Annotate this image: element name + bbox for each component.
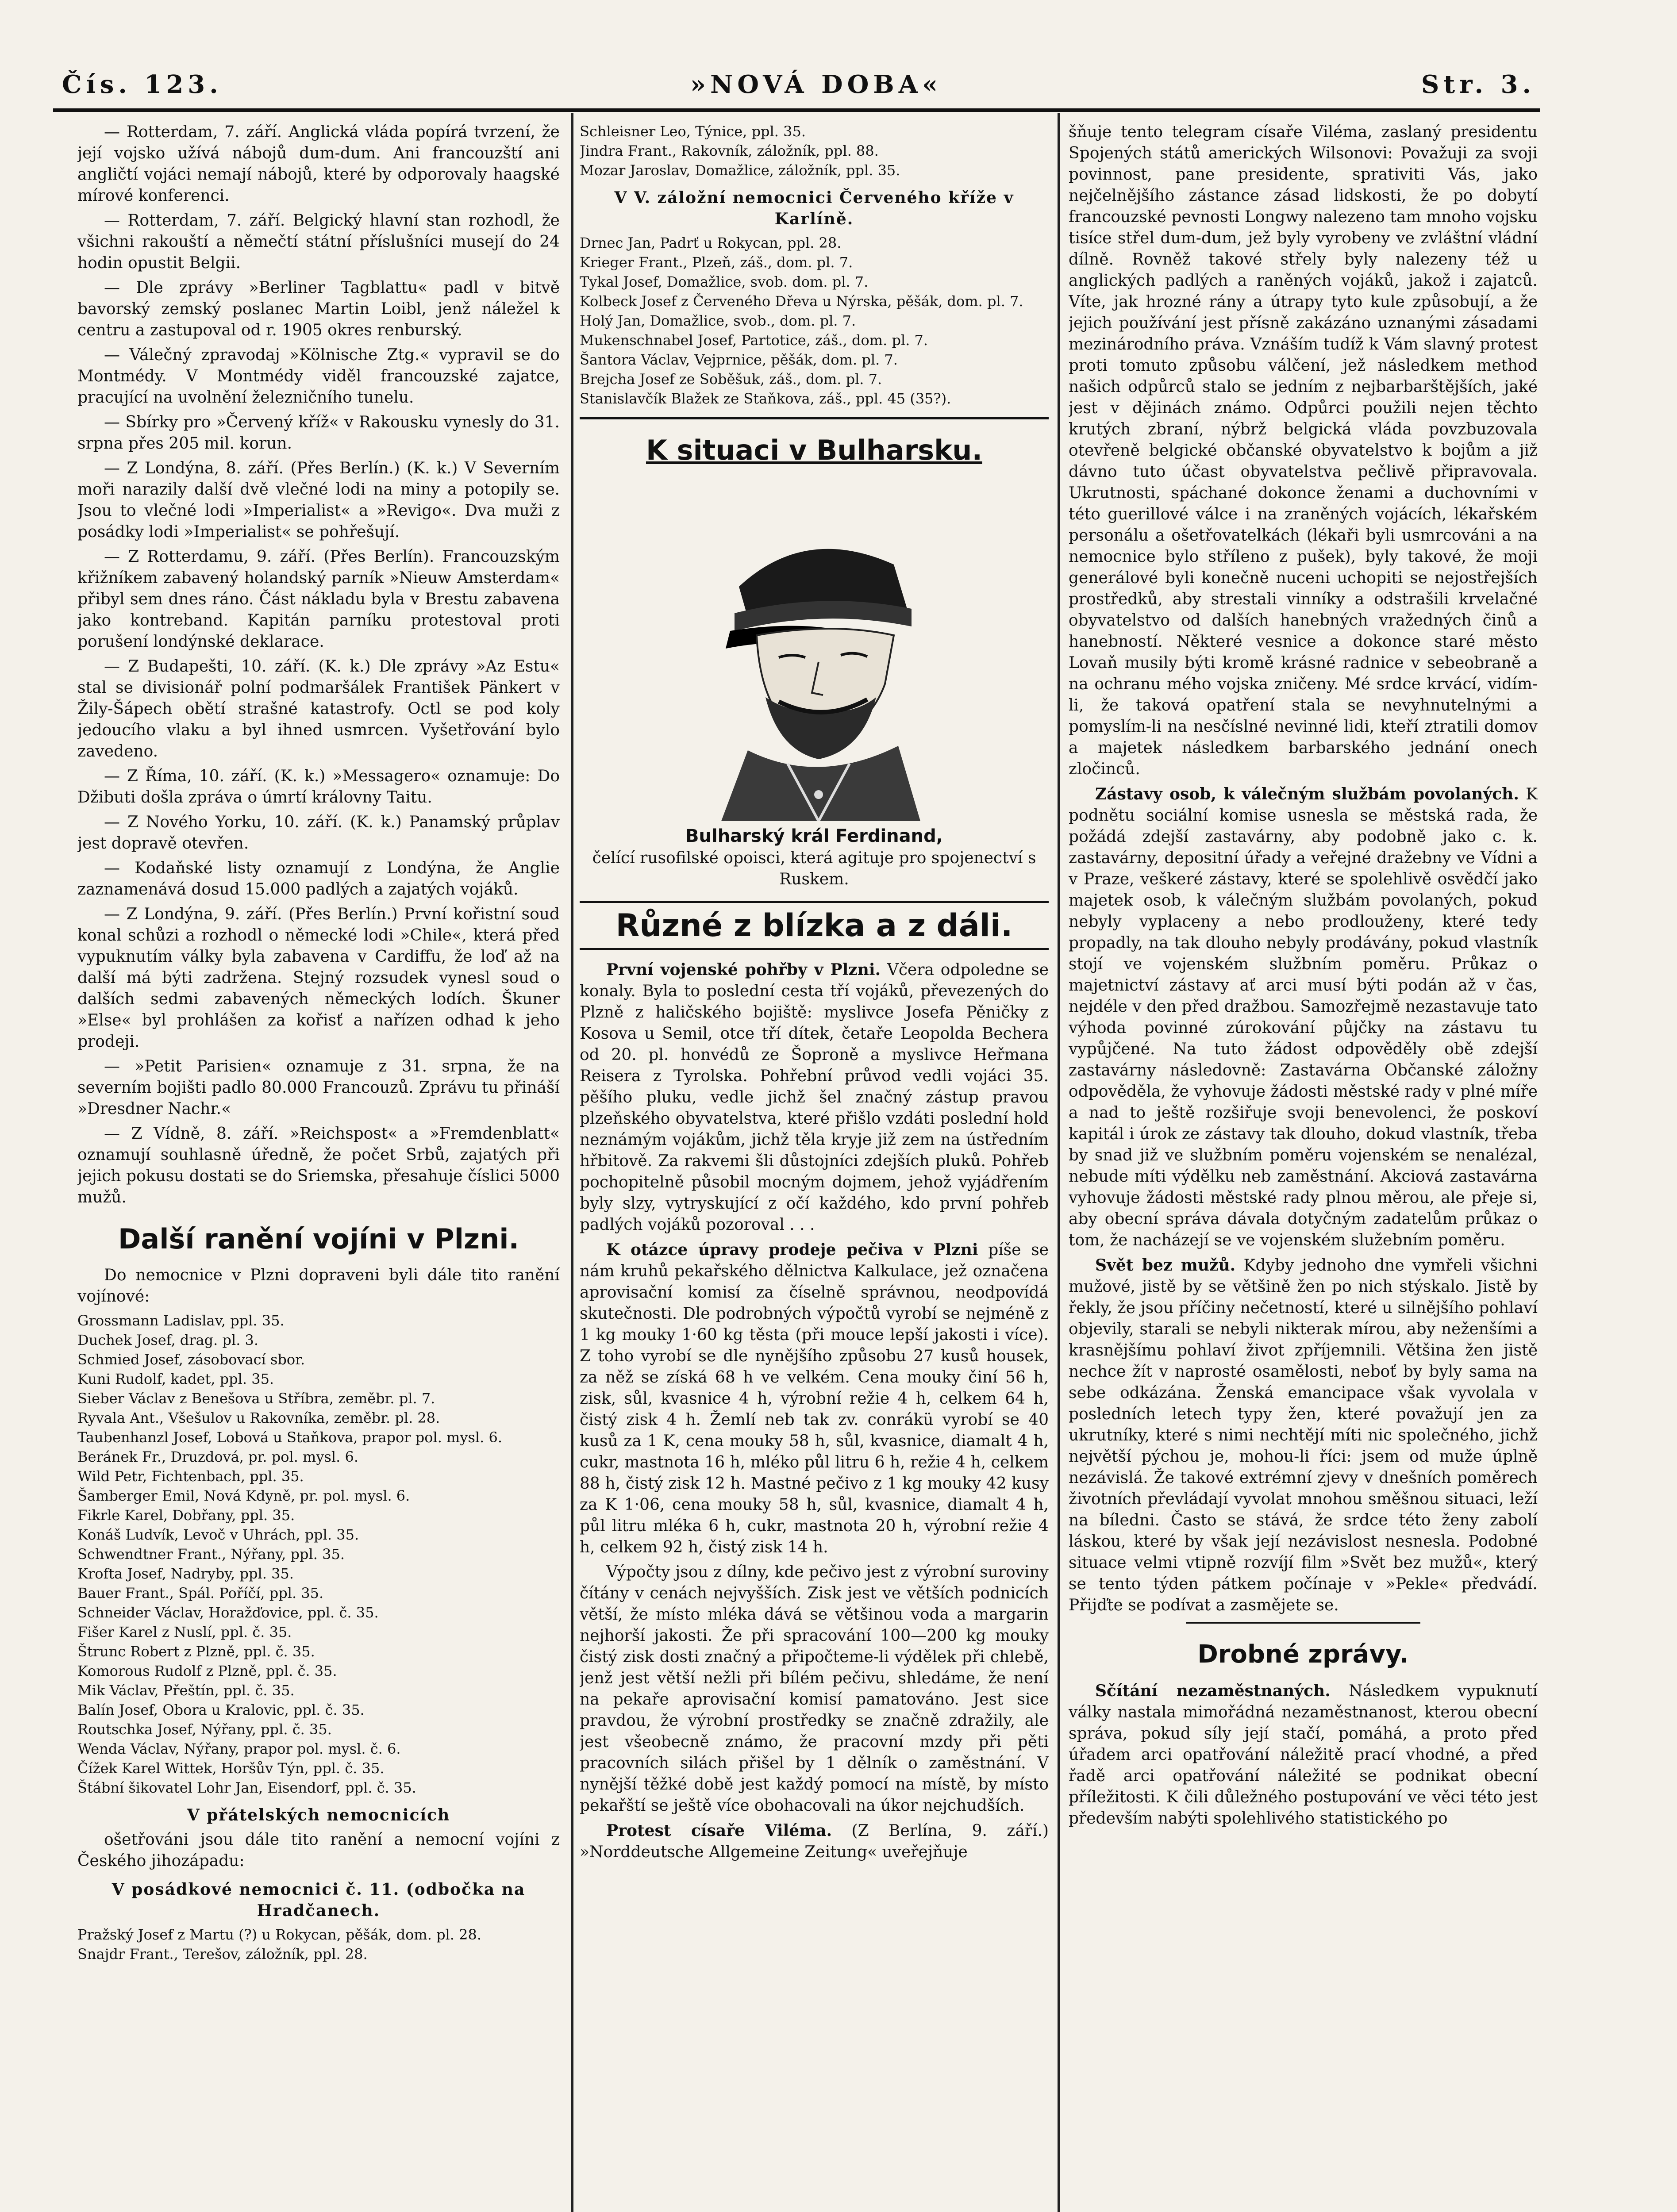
news-tagblatt: — Dle zprávy »Berliner Tagblattu« padl v bitvě bavorský zemský poslanec Martin Loibl, jenž náležel k centru a zastupoval od r. 1905 okres renburský. [77,279,560,339]
funeral-title: První vojenské pohřby v Plzni. [606,960,881,979]
news-vienna: — Z Vídně, 8. září. »Reichspost« a »Fremdenblatt« oznamují souhlasně úředně, že počet Srbů, zajatých při jejich pokusu dostati se do Sriemska, přesahuje číslici 5000 mužů. [77,1125,560,1206]
unemployed-census-text: Následkem vypuknutí války nastala mimořádná nezaměstnanost, kterou obecní správa, pokud síly její stačí, pomáhá, a proto před úřadem arci opatřování náležitě prací vhodné, a před řadě arci opatřování náležité se podnikat obecní příležitosti. K čili důležného postupování ve věci této jest především nabýti spolehlivého statistického po [1069,1682,1538,1828]
karlin-list [580,233,1049,408]
karlin-hospital-heading: V V. záložní nemocnici Červeného kříže v Karlíně. [614,188,1014,228]
wounded-list [77,1311,560,1797]
list-item: Brejcha Josef ze Soběšuk, záš., dom. pl. 7. [580,371,882,388]
list-item: Komorous Rudolf z Plzně, ppl. č. 35. [77,1663,337,1679]
header-rule [53,108,1540,112]
list-item: Mik Václav, Přeštín, ppl. č. 35. [77,1682,295,1699]
list-item: Schwendtner Frant., Nýřany, ppl. 35. [77,1546,345,1563]
list-item: Wenda Václav, Nýřany, prapor pol. mysl. č. 6. [77,1740,401,1757]
friendly-hospitals-heading: V přátelských nemocnicích [187,1806,450,1824]
news-budapest: — Z Budapešti, 10. září. (K. k.) Dle zprávy »Az Estu« stal se divisionář polní podmaršálek František Pänkert v Žily-Šápech obětí strašné katastrofy. Octl se pod koly jedoucího vlaku a byl ihned usmrcen. Vyšetřování bylo zavedeno. [77,657,560,760]
news-rotterdam-3: — Z Rotterdamu, 9. září. (Přes Berlín). Francouzským křižníkem zabavený holandský parník »Nieuw Amsterdam« přibyl sem dnes ráno. Část nákladu byla v Brestu zabavena jako kontreband. Kapitán parníku protestoval proti porušení londýnské deklarace. [77,548,560,651]
list-item: Štábní šikovatel Lohr Jan, Eisendorf, ppl. č. 35. [77,1779,416,1796]
funeral-text: Včera odpoledne se konaly. Byla to poslední cesta tří vojáků, převezených do Plzně z haličského bojiště: myslivce Josefa Pěničky z Kosova u Semil, otce tří dítek, četaře Leopolda Bechera od 20. pl. honvédů ze Šoproně a myslivce Heřmana Reisera z Tyrolska. Pohřební průvod vedli vojáci 35. pěšího pluku, vedle jichž šel značný zástup pravou plzeňského obyvatelstva, které přišlo vzdáti poslední hold neznámým vojákům, jichž těla kryje již zem na ústředním hřbitově. Za rakvemi šli důstojníci zdejších pluků. Pohřeb pochopitelně působil mocným dojmem, jehož vyjádřením byly slzy, vytryskující z očí každého, kdo první pohřeb padlých vojáků pozoroval . . . [580,961,1049,1234]
list-item: Fišer Karel z Nuslí, ppl. č. 35. [77,1624,292,1640]
column-3 [1069,122,1538,2212]
friendly-hospitals-intro: ošetřováni jsou dále tito ranění a nemocní vojíni z Českého jihozápadu: [77,1831,560,1870]
list-item: Holý Jan, Domažlice, svob., dom. pl. 7. [580,312,856,329]
garrison-hospital-heading: V posádkové nemocnici č. 11. (odbočka na Hradčanech. [112,1880,526,1920]
list-item: Grossmann Ladislav, ppl. 35. [77,1312,285,1329]
patients-list-top [580,122,1049,180]
list-item: Šantora Václav, Vejprnice, pěšák, dom. pl. 7. [580,351,898,368]
pawn-text: K podnětu sociální komise usnesla se městská rada, že požádá zdejší zastavárny, aby podobně jako c. k. zastavárny, depositní úřady a veřejné dražebny ve Vídni a v Praze, veškeré zástavy, které se spolehlivě osvědčí jako majetek osob, k válečným službám povolaných, pokud nebyly vyplaceny a nebo prodlouženy, které tedy propadly, na tak dlouho nebyly prodávány, pokud vlastník stojí ve vojenském službním poměru. Průkaz o majetnictví zástavy ať arci musí býti podán až v čas, nejdéle v den před dražbou. Samozřejmě nezastavuje tato výhoda povinné zúrokování půjčky na zástavu tu vypůjčené. Na tuto žádost odpověděly obě zdejší zastavárny následovně: Zastavárna Občanské záložny odpověděla, že vyhovuje žádosti městské rady v plné míře a nad to ještě rozšiřuje svoji benevolenci, že poskoví kapitál i úrok ze zástavy tak dlouho, dokud vlastník, třeba by snad již ve službním poměru vojenském se nenalézal, nebude míti výdělku neb zaměstnání. Akciová zastavárna vyhovuje žádosti městské rady plnou měrou, ale přeje si, aby obecní správa dávala dotyčným zadatelům průkaz o tom, že nacházejí se ve vojenském služebním poměru. [1069,785,1538,1249]
list-item: Fikrle Karel, Dobřany, ppl. 35. [77,1507,295,1524]
news-red-cross: — Sbírky pro »Červený kříž« v Rakousku vynesly do 31. srpna přes 205 mil. korun. [77,413,560,453]
list-item: Sieber Václav z Benešova u Stříbra, zeměbr. pl. 7. [77,1390,435,1407]
news-london-2: — Z Londýna, 9. září. (Přes Berlín.) První kořistní soud konal schůzi a rozhodl o německé lodi »Chile«, která před vypuknutím války byla zabavena v Cardiffu, že loď až na další má býti zadržena. Stejný rozsudek vynesl soud o dalších sedmi zabavených německých lodích. Škuner »Else« byl prohlášen za kořisť a nařízen odhad k jeho prodeji. [77,905,560,1051]
list-item: Mukenschnabel Josef, Partotice, záš., dom. pl. 7. [580,332,928,349]
list-item: Bauer Frant., Spál. Poříčí, ppl. 35. [77,1585,324,1601]
short-news-heading: Drobné zprávy. [1197,1640,1409,1669]
issue-number: Čís. 123. [62,70,223,99]
news-copenhagen: — Kodaňské listy oznamují z Londýna, že Anglie zaznamenává dosud 15.000 padlých a zajatých vojáků. [77,859,560,899]
column-2 [580,122,1049,2212]
list-item: Konáš Ludvík, Levoč v Uhrách, ppl. 35. [77,1526,359,1543]
list-item: Pražský Josef z Martu (?) u Rokycan, pěšák, dom. pl. 28. [77,1926,482,1943]
bread-text-2: Výpočty jsou z dílny, kde pečivo jest z výrobní suroviny čítány v cenách nejvyšších. Zisk jest ve větších podnicích větší, že místo mléka dává se většinou voda a margarin nejhorší jakosti. Že při spracování 100—200 kg mouky čistý zisk dosti značný a připočteme-li výdělek při chlebě, jenž jest větší nežli při bílém pečivu, shledáme, že není na pekaře aprovisační komisí pamatováno. Jest sice pravdou, že výrobní prostředky se značně zdražily, ale jest všeobecně známo, že pracovní mzdy při pěti pracovních silách přišel by 1 dělník o zaměstnání. V nynější těžké době jest každý pomocí na místě, by místo pekařští se ještě více obohacovali na úkor nejchudších. [580,1563,1049,1815]
list-item: Schleisner Leo, Týnice, ppl. 35. [580,123,806,140]
section-separator [1186,1622,1420,1624]
list-item: Snajdr Frant., Terešov, záložník, ppl. 28. [77,1946,368,1962]
column-rule-1 [571,113,573,2212]
list-item: Mozar Jaroslav, Domažlice, záložník, ppl. 35. [580,162,900,179]
wounded-intro: Do nemocnice v Plzni dopraveni byli dále tito ranění vojínové: [77,1266,560,1306]
list-item: Krofta Josef, Nadryby, ppl. 35. [77,1565,294,1582]
protest-text: (Z Berlína, 9. září.) »Norddeutsche Allgemeine Zeitung« uveřejňuje [580,1822,1049,1861]
list-item: Drnec Jan, Padrť u Rokycan, ppl. 28. [580,234,842,251]
caption-name: Bulharský král Ferdinand, [685,826,943,846]
news-petit-parisien: — »Petit Parisien« oznamuje z 31. srpna, že na severním bojišti padlo 80.000 Francouzů. Zprávu tu přináší »Dresdner Nachr.« [77,1057,560,1118]
list-item: Schmied Josef, zásobovací sbor. [77,1351,305,1368]
list-item: Balín Josef, Obora u Kralovic, ppl. č. 35. [77,1701,365,1718]
list-item: Beránek Fr., Druzdová, pr. pol. mysl. 6. [77,1448,358,1465]
list-item: Taubenhanzl Josef, Lobová u Staňkova, prapor pol. mysl. 6. [77,1429,502,1446]
list-item: Ryvala Ant., Všešulov u Rakovníka, zeměbr. pl. 28. [77,1409,440,1426]
protest-title: Protest císaře Viléma. [606,1821,832,1840]
list-item: Wild Petr, Fichtenbach, ppl. 35. [77,1468,304,1485]
list-item: Šamberger Emil, Nová Kdyně, pr. pol. mysl. 6. [77,1487,410,1504]
page-number: Str. 3. [1421,70,1535,99]
list-item: Kuni Rudolf, kadet, ppl. 35. [77,1371,274,1387]
news-rotterdam-1: — Rotterdam, 7. září. Anglická vláda popírá tvrzení, že její vojsko užívá nábojů dum-dum. Ani francouzští ani angličtí vojáci nemají nábojů, které by odporovaly haagské mírové konferenci. [77,123,560,205]
news-new-york: — Z Nového Yorku, 10. září. (K. k.) Panamský průplav jest dopravě otevřen. [77,813,560,853]
page-header [62,62,1535,106]
list-item: Jindra Frant., Rakovník, záložník, ppl. 88. [580,142,879,159]
list-item: Kolbeck Josef z Červeného Dřeva u Nýrska, pěšák, dom. pl. 7. [580,293,1023,310]
list-item: Routschka Josef, Nýřany, ppl. č. 35. [77,1721,332,1738]
list-item: Stanislavčík Blažek ze Staňkova, záš., ppl. 45 (35?). [580,390,951,407]
bread-title: K otázce úpravy prodeje pečiva v Plzni [606,1240,978,1259]
world-without-men-title: Svět bez mužů. [1095,1256,1236,1275]
news-rome: — Z Říma, 10. září. (K. k.) »Messagero« oznamuje: Do Džibuti došla zpráva o úmrtí královny Taitu. [77,767,560,806]
king-ferdinand-portrait [646,476,982,821]
telegram-continuation: šňuje tento telegram císaře Viléma, zaslaný presidentu Spojených států amerických Wilsonovi: Považuji za svoji povinnost, pane presidente, sprativiti Vás, jako nejčelnějšího zástance zásad lidskosti, že po dobytí francouzské pevnosti Longwy nalezeno tam mnoho vojsku tisíce střel dum-dum, jež byly vyrobeny ve zvláštní vládní dílně. Rovněž takové střely byly nalezeny též u anglických padlých a raněných vojáků, jakož i zajatců. Víte, jak hrozné rány a útrapy tyto kule způsobují, a že jejich používání jest přísně zakázáno uznanými zásadami mezinárodního práva. Vznáším tudíž k Vám slavný protest proti tomuto způsobu válčení, jež následkem method našich odpůrců stalo se jedním z nejbarbarštějších, jaké jest v dějinách známo. Odpůrci použili nejen těchto krutých zbraní, nýbrž belgická vláda povzbuzovala otevřeně belgické občanské obyvatelstvo k bojům a již dávno tuto účast obyvatelstva pečlivě připravovala. Ukrutnosti, spáchané dokonce ženami a duchovními v této guerillové válce i na zraněných vojácích, lékařském personálu a ošetřovatelkách (lékaři byli usmrcováni a na nemocnice bylo stříleno z pušek), byly takové, že moji generálové byli konečně nuceni uchopiti se nejostřejších prostředků, aby strestali vinníky a odstrašili krvelačné obyvatelstvo od dalších hanebných vražedných činů a hanebností. Některé vesnice a dokonce staré město Lovaň musily býti kromě krásné radnice v sebeobraně a na ochranu mého vojska zničeny. Mé srdce krvácí, vidím-li, že taková opatření stala se nevyhnutelnými a pomyslím-li na nesčíslné nevinné lidi, kteří ztratili domov a majetek následkem barbarského jednání onech zločinců. [1069,123,1538,778]
list-item: Tykal Josef, Domažlice, svob. dom. pl. 7. [580,273,869,290]
list-item: Duchek Josef, drag. pl. 3. [77,1332,259,1348]
column-rule-2 [1058,113,1060,2212]
news-london-1: — Z Londýna, 8. září. (Přes Berlín.) (K. k.) V Severním moři narazily další dvě vlečné lodi na miny a potopily se. Jsou to vlečné lodi »Imperialist« a »Revigo«. Dva muži z posádky lodi »Imperialist« se pohřešují. [77,459,560,541]
news-montmedy: — Válečný zpravodaj »Kölnische Ztg.« vypravil se do Montmédy. V Montmédy viděl francouzské zajatce, pracující na uvolnění železničního tunelu. [77,346,560,407]
garrison-list [77,1925,560,1964]
world-without-men-text: Kdyby jednoho dne vymřeli všichni mužové, jistě by se většině žen po nich stýskalo. Jistě by řekly, že jsou příčiny nečetností, které u silnějšího pohlaví objevily, starali se nebyli nikterak mírou, aby neženšími a krasnějšímu pohlaví život zpříjemnili. Většina žen jistě nechce žít v naprosté osamělosti, neboť by byly sama na sebe odkázána. Ženská emancipace však vyvolala v posledních letech typy žen, které považují jen za ukrutníky, které s nimi nechtějí míti nic společného, jichž největší pýchou je, mohou-li říci: jsem od muže úplně nezávislá. Že takové extrémní zjevy v dnešních poměrech životních převládají vyvolat mnohou směšnou situaci, leží na bíledni. Často se stává, že srdce této ženy zabolí láskou, které by však její nezávislost nesnesla. Podobné situace velmi vtipně rozvíjí film »Svět bez mužů«, který se tento týden pátkem počínaje v »Pekle« předvádí. Přijďte se podívat a zasmějete se. [1069,1256,1538,1614]
section-rule [580,417,1049,419]
portrait-caption [580,826,1049,890]
list-item: Schneider Václav, Horažďovice, ppl. č. 35. [77,1604,379,1621]
list-item: Štrunc Robert z Plzně, ppl. č. 35. [77,1643,315,1660]
wounded-heading: Další ranění vojíni v Plzni. [118,1223,519,1255]
caption-text: čelící rusofilské opoisci, která agituje pro spojenectví s Ruskem. [592,849,1036,888]
bread-text-1: píše se nám kruhů pekařského dělnictva Kalkulace, jež označena aprovisační komisí za číselně správnou, neodpovídá skutečnosti. Dle podrobných výpočtů vyrobí se nejméně z 1 kg mouky 1·60 kg těsta (při mouce lepší jakosti i více). Z toho vyrobí se dle nynějšího způsobu 27 kusů housek, za něž se získá 68 h ve velkém. Cena mouky činí 56 h, zisk, sůl, kvasnice 4 h, výrobní režie 4 h, celkem 64 h, čistý zisk 4 h. Žemlí neb tak zv. conrákü vyrobí se 40 kusů za 1 K, cena mouky 58 h, sůl, kvasnice, diamalt 4 h, cukr, mastnota 16 h, mléko půl litru 6 h, režie 4 h, celkem 88 h, čistý zisk 12 h. Mastné pečivo z 1 kg mouky 42 kusy za K 1·06, cena mouky 58 h, sůl, kvasnice, diamalt 4 h, půl litru mléka 6 h, cukr, mastnota 20 h, výrobní režie 4 h, celkem 92 h, čistý zisk 14 h. [580,1241,1049,1556]
news-rotterdam-2: — Rotterdam, 7. září. Belgický hlavní stan rozhodl, že všichni rakouští a němečtí státní příslušníci musejí do 24 hodin opustit Belgii. [77,211,560,272]
bulgaria-heading: K situaci v Bulharsku. [646,434,982,466]
misc-news-heading: Různé z blízka a z dáli. [580,901,1049,950]
list-item: Krieger Frant., Plzeň, záš., dom. pl. 7. [580,254,853,271]
column-1 [77,122,560,2212]
list-item: Čížek Karel Wittek, Horšův Týn, ppl. č. 35. [77,1760,385,1777]
pawn-title: Zástavy osob, k válečným službám povolaných. [1095,785,1519,803]
unemployed-census-title: Sčítání nezaměstnaných. [1095,1682,1331,1700]
newspaper-title: »NOVÁ DOBA« [690,70,942,99]
